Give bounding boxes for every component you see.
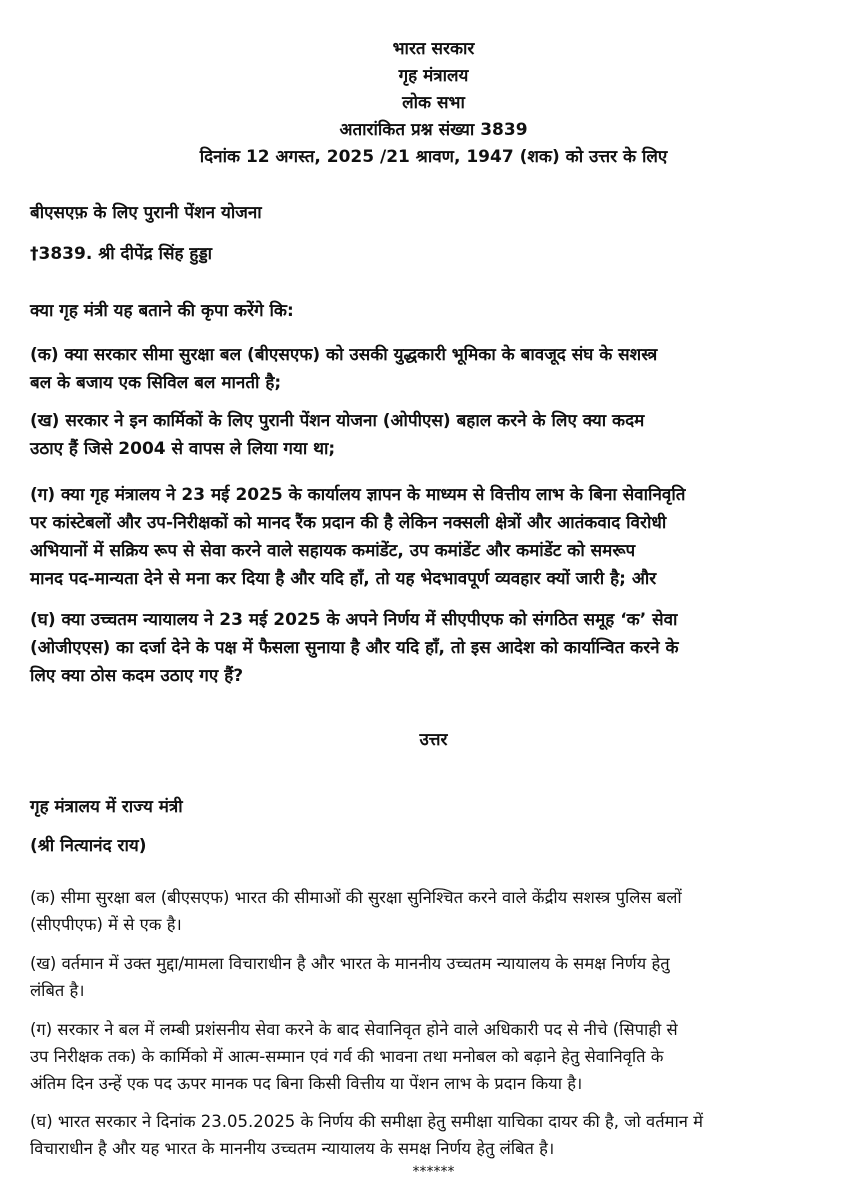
end-marker: ****** [412, 1164, 455, 1180]
question-ga-line: पर कांस्टेबलों और उप-निरीक्षकों को मानद रैंक प्रदान की है लेकिन नक्सली क्षेत्रों और आतंकवाद विरोधी [30, 513, 667, 533]
answer-gha-line: विचाराधीन है और यह भारत के माननीय उच्चतम न्यायालय के समक्ष निर्णय हेतु लंबित है। [30, 1139, 555, 1158]
answer-ga-line: उप निरीक्षक तक) के कार्मिको में आत्म-सम्मान एवं गर्व की भावना तथा मनोबल को बढ़ाने हेतु सेवानिवृति के [30, 1047, 664, 1066]
question-subject: बीएसएफ़ के लिए पुरानी पेंशन योजना [30, 203, 262, 223]
question-gha [30, 606, 830, 690]
question-gha-line: लिए क्या ठोस कदम उठाए गए हैं? [30, 666, 244, 686]
answer-ga-line: अंतिम दिन उन्हें एक पद ऊपर मानक पद बिना किसी वित्तीय या पेंशन लाभ के प्रदान किया है। [30, 1074, 583, 1093]
answer-gha [30, 1108, 830, 1162]
question-ka [30, 341, 830, 397]
answer-ka-line: (सीएपीएफ) में से एक है। [30, 915, 182, 934]
question-ga-line: मानद पद-मान्यता देने से मना कर दिया है और यदि हाँ, तो यह भेदभावपूर्ण व्यवहार क्यों जारी है; और [30, 569, 657, 589]
question-ga [30, 481, 830, 593]
question-member: †3839. श्री दीपेंद्र सिंह हुड्डा [30, 244, 213, 264]
answer-kha-line: (ख) वर्तमान में उक्त मुद्दा/मामला विचाराधीन है और भारत के माननीय उच्चतम न्यायालय के समक्ष निर्णय हेतु [30, 954, 670, 973]
answer-ka [30, 884, 830, 938]
question-kha-line: (ख) सरकार ने इन कार्मिकों के लिए पुरानी पेंशन योजना (ओपीएस) बहाल करने के लिए क्या कदम [30, 411, 645, 431]
header-house: लोक सभा [402, 93, 465, 113]
header-ministry: गृह मंत्रालय [398, 66, 469, 86]
answer-ga [30, 1016, 830, 1097]
header-answer-date: दिनांक 12 अगस्त, 2025 /21 श्रावण, 1947 (शक) को उत्तर के लिए [199, 147, 668, 167]
answer-ka-line: (क) सीमा सुरक्षा बल (बीएसएफ) भारत की सीमाओं की सुरक्षा सुनिश्चित करने वाले केंद्रीय सशस्त्र पुलिस बलों [30, 888, 682, 907]
question-gha-line: (ओजीएएस) का दर्जा देने के पक्ष में फैसला सुनाया है और यदि हाँ, तो इस आदेश को कार्यान्वित करने के [30, 638, 679, 658]
header-question-number: अतारांकित प्रश्न संख्या 3839 [339, 120, 528, 140]
document-header [0, 36, 867, 171]
question-ka-line: (क) क्या सरकार सीमा सुरक्षा बल (बीएसएफ) को उसकी युद्धकारी भूमिका के बावजूद संघ के सशस्त्र [30, 345, 658, 365]
question-ga-line: अभियानों में सक्रिय रूप से सेवा करने वाले सहायक कमांडेंट, उप कमांडेंट और कमांडेंट को समरूप [30, 541, 636, 561]
question-kha [30, 407, 830, 463]
minister-title: गृह मंत्रालय में राज्य मंत्री [30, 797, 183, 817]
answer-kha-line: लंबित है। [30, 981, 85, 1000]
question-kha-line: उठाए हैं जिसे 2004 से वापस ले लिया गया था; [30, 439, 336, 459]
question-ga-line: (ग) क्या गृह मंत्रालय ने 23 मई 2025 के कार्यालय ज्ञापन के माध्यम से वित्तीय लाभ के बिना सेवानिवृति [30, 485, 686, 505]
answer-kha [30, 950, 830, 1004]
answer-gha-line: (घ) भारत सरकार ने दिनांक 23.05.2025 के निर्णय की समीक्षा हेतु समीक्षा याचिका दायर की है, जो वर्तमान में [30, 1112, 704, 1131]
minister-name: (श्री नित्यानंद राय) [30, 836, 147, 856]
question-gha-line: (घ) क्या उच्चतम न्यायालय ने 23 मई 2025 के अपने निर्णय में सीएपीएफ को संगठित समूह ‘क’ सेवा [30, 610, 678, 630]
question-ka-line: बल के बजाय एक सिविल बल मानती है; [30, 373, 282, 393]
answer-heading: उत्तर [419, 730, 448, 750]
question-intro: क्या गृह मंत्री यह बताने की कृपा करेंगे कि: [30, 301, 294, 321]
answer-ga-line: (ग) सरकार ने बल में लम्बी प्रशंसनीय सेवा करने के बाद सेवानिवृत होने वाले अधिकारी पद से नीचे (सिपाही से [30, 1020, 678, 1039]
header-government: भारत सरकार [392, 39, 475, 59]
